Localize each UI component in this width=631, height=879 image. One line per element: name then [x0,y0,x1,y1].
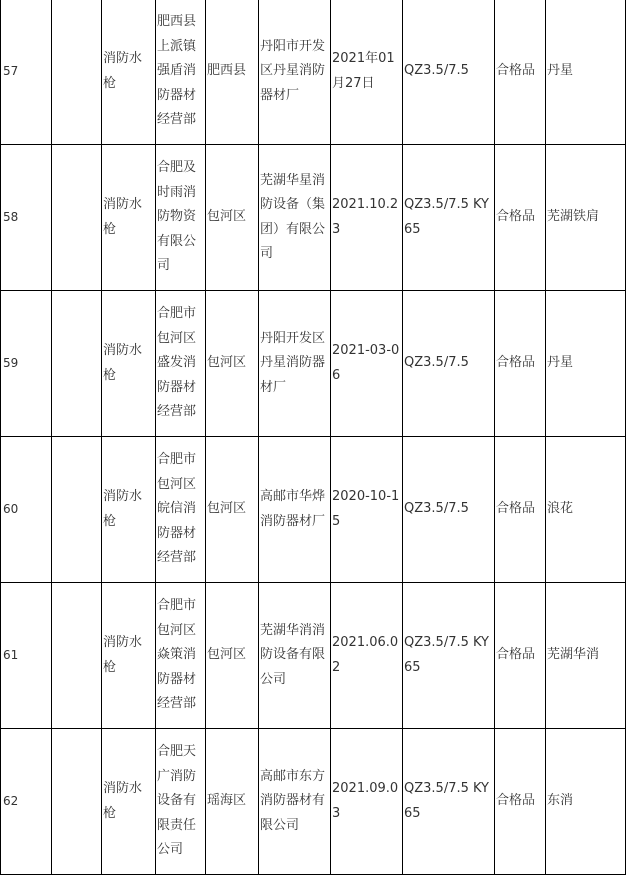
cell-result: 合格品 [495,437,546,583]
cell-production-date: 2021.10.23 [331,145,403,291]
cell-area: 包河区 [206,583,259,729]
cell-blank [52,145,102,291]
cell-product: 消防水枪 [102,437,156,583]
cell-specification: QZ3.5/7.5 KY65 [403,729,495,875]
cell-area: 瑶海区 [206,729,259,875]
cell-seller: 合肥及时雨消防物资有限公司 [156,145,206,291]
cell-blank [52,291,102,437]
cell-seller: 合肥市包河区盛发消防器材经营部 [156,291,206,437]
cell-brand: 芜湖华消 [546,583,626,729]
cell-result: 合格品 [495,291,546,437]
cell-area: 包河区 [206,291,259,437]
cell-specification: QZ3.5/7.5 KY65 [403,145,495,291]
table-row [1,437,626,583]
cell-manufacturer: 丹阳市开发区丹星消防器材厂 [259,0,331,145]
table-row [1,729,626,875]
cell-manufacturer: 丹阳开发区丹星消防器材厂 [259,291,331,437]
cell-manufacturer: 高邮市东方消防器材有限公司 [259,729,331,875]
cell-number: 59 [1,291,52,437]
cell-result: 合格品 [495,145,546,291]
cell-specification: QZ3.5/7.5 [403,0,495,145]
cell-manufacturer: 芜湖华星消防设备（集团）有限公司 [259,145,331,291]
cell-brand: 芜湖铁肩 [546,145,626,291]
cell-manufacturer: 芜湖华消消防设备有限公司 [259,583,331,729]
table-row [1,583,626,729]
cell-area: 包河区 [206,145,259,291]
cell-brand: 丹星 [546,291,626,437]
cell-seller: 肥西县上派镇强盾消防器材经营部 [156,0,206,145]
cell-product: 消防水枪 [102,145,156,291]
cell-number: 60 [1,437,52,583]
cell-product: 消防水枪 [102,729,156,875]
table-row [1,291,626,437]
cell-blank [52,583,102,729]
cell-production-date: 2020-10-15 [331,437,403,583]
cell-production-date: 2021.06.02 [331,583,403,729]
cell-seller: 合肥市包河区焱策消防器材经营部 [156,583,206,729]
cell-production-date: 2021-03-06 [331,291,403,437]
cell-product: 消防水枪 [102,583,156,729]
cell-product: 消防水枪 [102,291,156,437]
cell-result: 合格品 [495,729,546,875]
cell-brand: 浪花 [546,437,626,583]
cell-blank [52,0,102,145]
table-row [1,0,626,145]
cell-result: 合格品 [495,583,546,729]
cell-number: 57 [1,0,52,145]
table-row [1,145,626,291]
cell-specification: QZ3.5/7.5 [403,291,495,437]
cell-number: 61 [1,583,52,729]
cell-blank [52,437,102,583]
cell-brand: 东消 [546,729,626,875]
cell-product: 消防水枪 [102,0,156,145]
cell-specification: QZ3.5/7.5 [403,437,495,583]
cell-production-date: 2021.09.03 [331,729,403,875]
cell-seller: 合肥市包河区皖信消防器材经营部 [156,437,206,583]
cell-area: 包河区 [206,437,259,583]
cell-result: 合格品 [495,0,546,145]
cell-area: 肥西县 [206,0,259,145]
cell-production-date: 2021年01月27日 [331,0,403,145]
cell-blank [52,729,102,875]
cell-specification: QZ3.5/7.5 KY65 [403,583,495,729]
cell-number: 62 [1,729,52,875]
cell-seller: 合肥天广消防设备有限责任公司 [156,729,206,875]
cell-brand: 丹星 [546,0,626,145]
cell-number: 58 [1,145,52,291]
cell-manufacturer: 高邮市华烨消防器材厂 [259,437,331,583]
